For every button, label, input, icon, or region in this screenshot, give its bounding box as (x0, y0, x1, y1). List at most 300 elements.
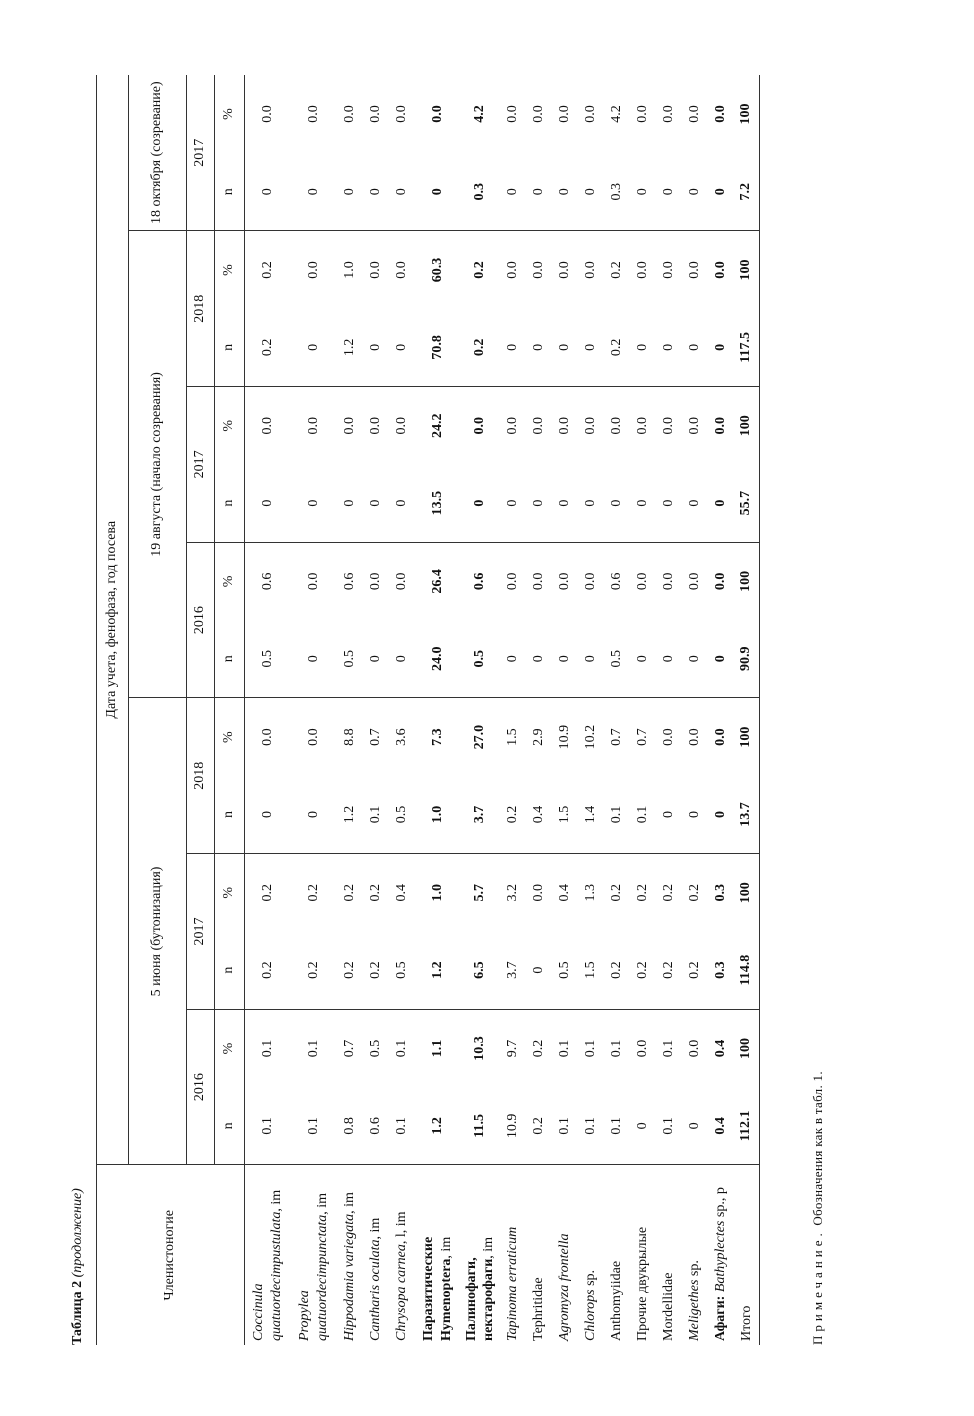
n-value-cell: 1.2 (415, 931, 461, 1009)
percent-value-cell: 0.0 (660, 572, 676, 591)
n-value-cell: 1.2 (337, 776, 363, 854)
percent-value-cell: 26.4 (429, 569, 445, 594)
n-value-cell: 0 (656, 153, 682, 231)
percent-value-cell: 0.0 (393, 572, 409, 591)
n-value-cell: 0 (682, 309, 708, 387)
percent-value-cell: 0.0 (530, 416, 546, 435)
percent-value-cell: 0.0 (660, 728, 676, 746)
percent-value-cell: 100 (734, 75, 760, 153)
n-value-cell: 0.5 (245, 620, 291, 698)
percent-value-cell: 0.1 (582, 1039, 598, 1058)
percent-value-cell: 0.0 (660, 416, 676, 435)
n-value-cell: 0 (630, 1087, 656, 1165)
percent-value-cell: 100 (734, 854, 760, 932)
percent-value-cell: 0.0 (582, 261, 598, 279)
n-value-cell: 13.7 (734, 776, 760, 854)
n-value-cell: 0 (245, 464, 291, 542)
percent-value-cell: 0.7 (341, 1039, 357, 1058)
n-value-cell: 0 (656, 620, 682, 698)
n-value-cell: 0.2 (500, 776, 526, 854)
n-value-cell: 0.1 (630, 776, 656, 854)
table-row (708, 75, 734, 1345)
percent-value-cell: 0.0 (634, 572, 650, 591)
year-header: 2017 (187, 854, 215, 1010)
row-name-suffix: sp. (582, 1269, 598, 1290)
n-value-cell: 0 (337, 153, 363, 231)
row-name-suffix: , im (314, 1192, 330, 1215)
n-value-cell: 0 (682, 1087, 708, 1165)
percent-value-cell: 0.4 (556, 884, 572, 902)
row-name (656, 1165, 682, 1345)
percent-value-cell: 8.8 (341, 728, 357, 746)
n-value-cell: 0.5 (552, 931, 578, 1009)
percent-value-cell: 0.1 (660, 1039, 676, 1058)
n-value-cell: 0.1 (363, 776, 389, 854)
n-value-cell: 0 (500, 620, 526, 698)
n-value-cell: 0 (552, 620, 578, 698)
row-name (245, 1165, 291, 1345)
percent-value-cell: 0.0 (634, 261, 650, 279)
table-row (552, 75, 578, 1345)
percent-value-cell: 0.0 (504, 416, 520, 435)
percent-value-cell: 0.0 (393, 416, 409, 435)
percent-column-header: % (215, 1009, 245, 1087)
n-column-header: n (215, 464, 245, 542)
percent-value-cell: 0.6 (472, 572, 487, 591)
year-header: 2016 (187, 542, 215, 698)
row-name (389, 1165, 415, 1345)
row-name-italic: Bathyplectes (712, 1220, 728, 1296)
n-column-header: n (215, 776, 245, 854)
percent-value-cell: 0.0 (582, 572, 598, 591)
n-value-cell: 11.5 (461, 1087, 500, 1165)
n-column-header: n (215, 153, 245, 231)
percent-value-cell: 0.7 (608, 728, 624, 746)
n-value-cell: 0 (630, 309, 656, 387)
percent-value-cell: 0.5 (367, 1039, 383, 1058)
percent-value-cell: 0.1 (393, 1039, 409, 1058)
n-value-cell: 0.2 (526, 1087, 552, 1165)
n-value-cell: 0 (526, 309, 552, 387)
row-name (604, 1165, 630, 1345)
percent-value-cell: 0.0 (530, 884, 546, 902)
n-value-cell: 0 (526, 620, 552, 698)
table-note (810, 1071, 826, 1345)
percent-value-cell: 0.0 (582, 416, 598, 435)
percent-value-cell: 100 (734, 542, 760, 620)
n-value-cell: 55.7 (734, 464, 760, 542)
n-value-cell: 70.8 (415, 309, 461, 387)
n-value-cell: 0 (500, 153, 526, 231)
table-header (97, 75, 245, 1345)
table-row (415, 75, 461, 1345)
row-name (526, 1165, 552, 1345)
percent-value-cell: 0.0 (530, 261, 546, 279)
n-value-cell: 0 (526, 153, 552, 231)
percent-value-cell: 0.0 (582, 105, 598, 123)
percent-value-cell: 0.6 (259, 572, 275, 591)
percent-value-cell: 0.7 (634, 728, 650, 746)
n-value-cell: 0.5 (389, 776, 415, 854)
percent-value-cell: 4.2 (472, 105, 487, 123)
percent-value-cell: 0.0 (634, 105, 650, 123)
percent-value-cell: 100 (734, 231, 760, 309)
percent-value-cell: 0.2 (686, 884, 702, 902)
n-value-cell: 0 (708, 776, 734, 854)
n-value-cell: 90.9 (734, 620, 760, 698)
n-value-cell: 0 (682, 153, 708, 231)
n-value-cell: 0 (245, 153, 291, 231)
n-value-cell: 0.1 (604, 1087, 630, 1165)
percent-value-cell: 0.0 (259, 728, 275, 746)
percent-value-cell: 0.0 (608, 416, 624, 435)
n-value-cell: 1.4 (578, 776, 604, 854)
percent-value-cell: 100 (734, 387, 760, 465)
n-value-cell: 0 (708, 464, 734, 542)
n-value-cell: 0.2 (604, 309, 630, 387)
row-name-main: Anthomyiidae (608, 1260, 624, 1341)
percent-value-cell: 0.2 (367, 884, 383, 902)
percent-value-cell: 100 (734, 698, 760, 776)
n-value-cell: 0 (337, 464, 363, 542)
percent-value-cell: 0.2 (259, 261, 275, 279)
percent-value-cell: 0.0 (686, 1039, 702, 1058)
percent-value-cell: 100 (734, 1009, 760, 1087)
n-value-cell: 0 (291, 153, 337, 231)
n-value-cell: 0 (578, 153, 604, 231)
n-value-cell: 0.2 (604, 931, 630, 1009)
percent-value-cell: 0.0 (504, 572, 520, 591)
n-value-cell: 114.8 (734, 931, 760, 1009)
note-text: Обозначения как в табл. 1. (810, 1071, 825, 1230)
percent-value-cell: 0.0 (367, 416, 383, 435)
n-value-cell: 0.2 (291, 931, 337, 1009)
n-value-cell: 1.2 (337, 309, 363, 387)
percent-value-cell: 0.0 (530, 105, 546, 123)
percent-value-cell: 60.3 (429, 257, 445, 283)
n-value-cell: 0.8 (337, 1087, 363, 1165)
table-row (337, 75, 363, 1345)
percent-value-cell: 0.0 (660, 261, 676, 279)
percent-value-cell: 1.1 (429, 1039, 445, 1058)
percent-value-cell: 0.0 (634, 416, 650, 435)
year-header: 2016 (187, 1009, 215, 1165)
percent-value-cell: 10.2 (582, 724, 598, 750)
percent-value-cell: 0.0 (393, 261, 409, 279)
percent-value-cell: 5.7 (472, 884, 487, 902)
percent-value-cell: 0.7 (367, 728, 383, 746)
percent-value-cell: 0.2 (305, 884, 321, 902)
table-row (734, 75, 760, 1345)
row-name (552, 1165, 578, 1345)
percent-value-cell: 0.0 (556, 572, 572, 591)
percent-column-header: % (215, 231, 245, 309)
percent-value-cell: 0.1 (556, 1039, 572, 1058)
percent-value-cell: 0.6 (341, 572, 357, 591)
n-value-cell: 0 (604, 464, 630, 542)
row-name-main: Итого (738, 1305, 754, 1341)
percent-value-cell: 1.0 (341, 261, 357, 279)
n-value-cell: 0 (552, 153, 578, 231)
n-value-cell: 0.2 (363, 931, 389, 1009)
n-value-cell: 0.2 (245, 309, 291, 387)
row-name-main: Прочие двукрылые (634, 1226, 650, 1341)
n-column-header: n (215, 931, 245, 1009)
percent-value-cell: 1.3 (582, 884, 598, 902)
n-value-cell: 0.1 (604, 776, 630, 854)
percent-value-cell: 0.0 (556, 105, 572, 123)
n-value-cell: 0.5 (461, 620, 500, 698)
percent-value-cell: 9.7 (504, 1039, 520, 1058)
n-value-cell: 0.3 (708, 931, 734, 1009)
percent-value-cell: 0.0 (367, 261, 383, 279)
percent-value-cell: 0.0 (686, 572, 702, 591)
percent-value-cell: 0.2 (634, 884, 650, 902)
n-value-cell: 0 (291, 620, 337, 698)
n-value-cell: 0.1 (291, 1087, 337, 1165)
percent-value-cell: 3.6 (393, 728, 409, 746)
percent-value-cell: 0.2 (608, 261, 624, 279)
n-value-cell: 0 (291, 464, 337, 542)
rotated-table-block (70, 75, 890, 1345)
percent-value-cell: 0.0 (305, 261, 321, 279)
row-name-main: Meligethes (686, 1279, 702, 1341)
row-name-main: Tephritidae (530, 1277, 546, 1341)
percent-value-cell: 0.0 (686, 728, 702, 746)
n-value-cell: 0.2 (337, 931, 363, 1009)
n-value-cell: 0.5 (389, 931, 415, 1009)
percent-value-cell: 0.2 (259, 884, 275, 902)
n-value-cell: 0 (578, 464, 604, 542)
row-name-main: Паразитические Hymenoptera (421, 1236, 454, 1341)
row-name-main: Афаги: (712, 1295, 728, 1341)
n-column-header: n (215, 1087, 245, 1165)
percent-value-cell: 0.0 (367, 572, 383, 591)
n-value-cell: 0 (245, 776, 291, 854)
percent-value-cell: 0.0 (341, 105, 357, 123)
percent-value-cell: 0.0 (259, 416, 275, 435)
n-value-cell: 0 (363, 309, 389, 387)
percent-value-cell: 27.0 (472, 724, 487, 750)
n-value-cell: 0 (500, 309, 526, 387)
percent-value-cell: 0.2 (341, 884, 357, 902)
percent-value-cell: 0.4 (393, 884, 409, 902)
row-name (630, 1165, 656, 1345)
arthropod-header: Членистоногие (97, 1165, 245, 1345)
percent-value-cell: 0.0 (504, 261, 520, 279)
phase-header-june: 5 июня (бутонизация) (129, 698, 187, 1165)
row-name-main: Tapinoma erraticum (504, 1226, 520, 1341)
n-value-cell: 0.1 (552, 1087, 578, 1165)
percent-value-cell: 1.5 (504, 728, 520, 746)
percent-value-cell: 0.3 (712, 884, 728, 902)
percent-value-cell: 0.2 (472, 261, 487, 279)
percent-value-cell: 0.2 (608, 884, 624, 902)
table-body (245, 75, 760, 1345)
row-name-main: Coccinula quatuordecimpustulata (251, 1211, 284, 1341)
row-name-main: Hippodamia variegata (341, 1213, 357, 1341)
percent-value-cell: 0.0 (712, 416, 728, 435)
percent-value-cell: 0.0 (472, 416, 487, 435)
n-value-cell: 0.2 (461, 309, 500, 387)
n-value-cell: 0.1 (245, 1087, 291, 1165)
n-value-cell: 0 (656, 309, 682, 387)
percent-value-cell: 7.3 (429, 728, 445, 746)
n-value-cell: 13.5 (415, 464, 461, 542)
n-value-cell: 0.3 (461, 153, 500, 231)
table-row (291, 75, 337, 1345)
percent-value-cell: 0.1 (608, 1039, 624, 1058)
n-value-cell: 24.0 (415, 620, 461, 698)
n-value-cell: 0.4 (708, 1087, 734, 1165)
row-name (363, 1165, 389, 1345)
row-name-suffix: , l, im (393, 1211, 409, 1245)
row-name-suffix: sp. (686, 1260, 702, 1280)
note-label: Примечание. (810, 1229, 825, 1345)
percent-column-header: % (215, 542, 245, 620)
row-name-main: Agromyza frontella (556, 1233, 572, 1341)
n-value-cell: 7.2 (734, 153, 760, 231)
n-value-cell: 0.1 (578, 1087, 604, 1165)
n-value-cell: 0 (389, 464, 415, 542)
row-name-main: Propylea quatuordecimpunctata (297, 1214, 330, 1341)
n-value-cell: 0.5 (337, 620, 363, 698)
table-continuation: (продолжение) (70, 1188, 85, 1278)
n-column-header: n (215, 309, 245, 387)
table-row (604, 75, 630, 1345)
n-value-cell: 0 (363, 153, 389, 231)
n-value-cell: 0 (630, 620, 656, 698)
row-name-main: Cantharis oculata (367, 1239, 383, 1341)
year-header: 2018 (187, 698, 215, 854)
n-value-cell: 0 (363, 620, 389, 698)
row-name-suffix: , im (341, 1192, 357, 1214)
percent-value-cell: 0.0 (556, 416, 572, 435)
percent-column-header: % (215, 75, 245, 153)
n-value-cell: 0 (500, 464, 526, 542)
n-value-cell: 0 (656, 776, 682, 854)
percent-value-cell: 4.2 (608, 105, 624, 123)
n-value-cell: 0.2 (682, 931, 708, 1009)
row-name-suffix: , im (367, 1217, 383, 1240)
row-name (461, 1165, 500, 1345)
percent-value-cell: 0.0 (686, 105, 702, 123)
percent-value-cell: 0.0 (712, 728, 728, 746)
year-header: 2017 (187, 75, 215, 231)
n-value-cell: 0 (461, 464, 500, 542)
table-row (500, 75, 526, 1345)
n-value-cell: 0.3 (604, 153, 630, 231)
n-value-cell: 0 (291, 309, 337, 387)
n-value-cell: 3.7 (500, 931, 526, 1009)
percent-value-cell: 0.0 (305, 572, 321, 591)
n-value-cell: 0 (708, 153, 734, 231)
percent-column-header: % (215, 698, 245, 776)
table-row (245, 75, 291, 1345)
n-value-cell: 3.7 (461, 776, 500, 854)
n-value-cell: 0.2 (245, 931, 291, 1009)
percent-column-header: % (215, 387, 245, 465)
n-value-cell: 0 (389, 309, 415, 387)
n-value-cell: 0.6 (363, 1087, 389, 1165)
percent-value-cell: 0.0 (305, 728, 321, 746)
n-value-cell: 10.9 (500, 1087, 526, 1165)
n-value-cell: 1.2 (415, 1087, 461, 1165)
n-value-cell: 0 (578, 620, 604, 698)
n-value-cell: 0.2 (656, 931, 682, 1009)
n-value-cell: 0 (526, 464, 552, 542)
percent-value-cell: 10.9 (556, 724, 572, 750)
n-column-header: n (215, 620, 245, 698)
percent-value-cell: 0.0 (305, 105, 321, 123)
percent-value-cell: 0.0 (686, 261, 702, 279)
table-row (461, 75, 500, 1345)
n-value-cell: 1.5 (578, 931, 604, 1009)
table-row (682, 75, 708, 1345)
row-name (415, 1165, 461, 1345)
n-value-cell: 1.0 (415, 776, 461, 854)
percent-value-cell: 0.2 (530, 1039, 546, 1058)
percent-value-cell: 0.0 (712, 105, 728, 123)
percent-value-cell: 1.0 (429, 884, 445, 902)
percent-value-cell: 0.4 (712, 1039, 728, 1058)
n-value-cell: 0 (415, 153, 461, 231)
n-value-cell: 0 (389, 153, 415, 231)
row-name-main: Палинофаги, нектарофаги (463, 1257, 496, 1341)
table-row (656, 75, 682, 1345)
percent-value-cell: 0.0 (634, 1039, 650, 1058)
n-value-cell: 0 (291, 776, 337, 854)
table-row (630, 75, 656, 1345)
percent-value-cell: 0.1 (259, 1039, 275, 1058)
n-value-cell: 0 (682, 620, 708, 698)
n-value-cell: 0.5 (604, 620, 630, 698)
percent-value-cell: 0.0 (305, 416, 321, 435)
row-name-suffix: , im (438, 1236, 454, 1259)
row-name (578, 1165, 604, 1345)
n-value-cell: 0 (708, 309, 734, 387)
phase-header-august: 19 августа (начало созревания) (129, 231, 187, 698)
n-value-cell: 0 (682, 464, 708, 542)
year-header: 2018 (187, 231, 215, 387)
row-name (682, 1165, 708, 1345)
percent-value-cell: 0.2 (660, 884, 676, 902)
n-value-cell: 1.5 (552, 776, 578, 854)
table-row (389, 75, 415, 1345)
percent-value-cell: 0.0 (712, 572, 728, 591)
n-value-cell: 0.1 (656, 1087, 682, 1165)
row-name-suffix: , im (481, 1236, 496, 1259)
row-name-suffix: , im (268, 1189, 284, 1212)
percent-value-cell: 0.0 (712, 261, 728, 279)
percent-value-cell: 0.6 (608, 572, 624, 591)
row-name-main: Chrysopa carnea (393, 1244, 409, 1341)
percent-value-cell: 10.3 (472, 1036, 487, 1061)
row-name (291, 1165, 337, 1345)
row-name (500, 1165, 526, 1345)
n-value-cell: 0 (578, 309, 604, 387)
n-value-cell: 0 (656, 464, 682, 542)
percent-value-cell: 2.9 (530, 728, 546, 746)
percent-value-cell: 0.0 (429, 105, 445, 123)
row-name (708, 1165, 734, 1345)
phase-header-october: 18 октября (созревание) (129, 75, 187, 231)
n-value-cell: 6.5 (461, 931, 500, 1009)
percent-value-cell: 0.0 (660, 105, 676, 123)
table-number: Таблица 2 (70, 1280, 85, 1345)
percent-value-cell: 0.0 (686, 416, 702, 435)
percent-value-cell: 0.0 (367, 105, 383, 123)
